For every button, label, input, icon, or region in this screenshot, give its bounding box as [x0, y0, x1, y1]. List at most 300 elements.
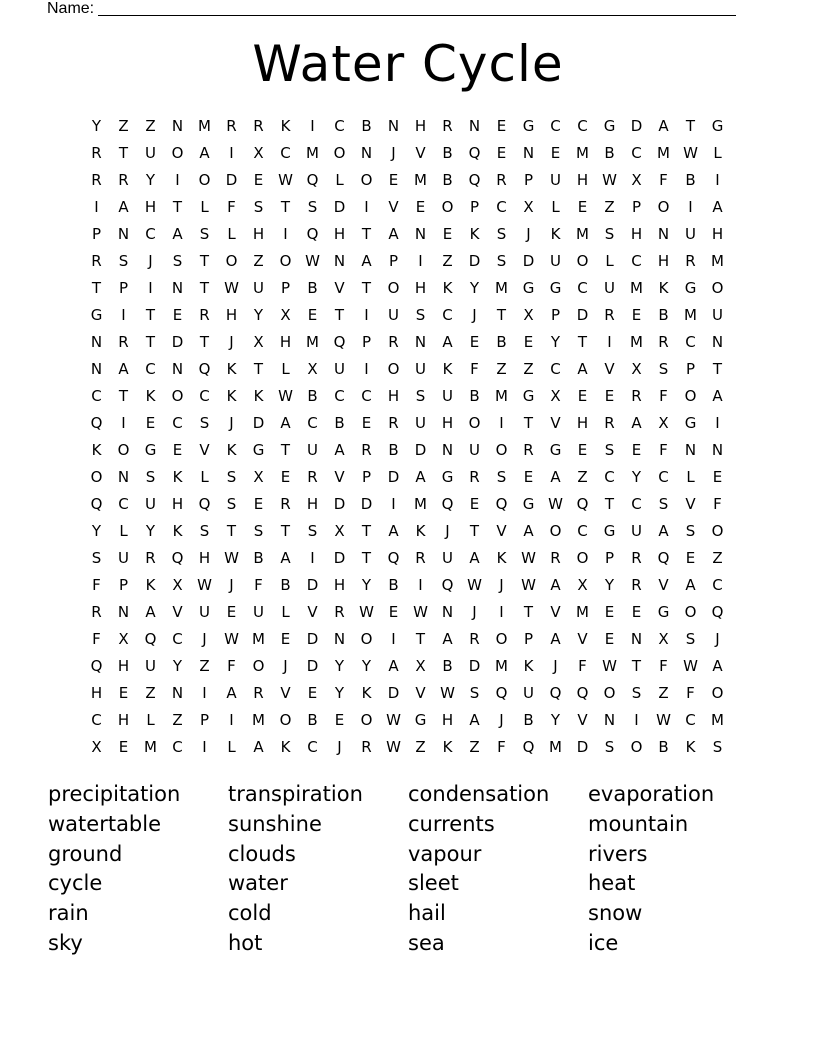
grid-letter[interactable]: F	[713, 495, 722, 513]
grid-letter[interactable]: J	[202, 630, 207, 648]
grid-letter[interactable]: C	[307, 738, 318, 756]
grid-letter[interactable]: J	[499, 576, 504, 594]
grid-letter[interactable]: H	[306, 495, 319, 513]
grid-letter[interactable]: G	[144, 441, 157, 459]
grid-letter[interactable]: S	[253, 198, 264, 216]
grid-letter[interactable]: P	[469, 198, 480, 216]
grid-letter[interactable]: C	[334, 117, 345, 135]
grid-letter[interactable]: D	[171, 333, 184, 351]
grid-letter[interactable]: C	[172, 414, 183, 432]
grid-letter[interactable]: O	[630, 738, 643, 756]
grid-letter[interactable]: W	[683, 657, 698, 675]
grid-letter[interactable]: O	[576, 549, 589, 567]
grid-letter[interactable]: Q	[441, 576, 454, 594]
grid-letter[interactable]: M	[711, 711, 724, 729]
grid-letter[interactable]: N	[117, 468, 130, 486]
grid-letter[interactable]: O	[360, 630, 373, 648]
grid-letter[interactable]: G	[252, 441, 265, 459]
grid-letter[interactable]: T	[145, 306, 156, 324]
grid-letter[interactable]: G	[711, 117, 724, 135]
grid-letter[interactable]: V	[388, 198, 399, 216]
grid-letter[interactable]: S	[604, 441, 615, 459]
grid-letter[interactable]: A	[550, 468, 561, 486]
grid-letter[interactable]: H	[225, 306, 238, 324]
grid-letter[interactable]: H	[144, 198, 157, 216]
grid-letter[interactable]: W	[278, 171, 293, 189]
grid-letter[interactable]: K	[253, 387, 264, 405]
grid-letter[interactable]: H	[387, 387, 400, 405]
grid-letter[interactable]: G	[441, 468, 454, 486]
grid-letter[interactable]: E	[307, 306, 318, 324]
grid-letter[interactable]: X	[172, 576, 183, 594]
grid-letter[interactable]: D	[306, 630, 319, 648]
grid-letter[interactable]: E	[388, 603, 399, 621]
grid-letter[interactable]: L	[281, 360, 290, 378]
grid-letter[interactable]: C	[685, 333, 696, 351]
grid-letter[interactable]: Y	[145, 522, 156, 540]
grid-letter[interactable]: I	[229, 711, 234, 729]
grid-letter[interactable]: J	[499, 711, 504, 729]
grid-letter[interactable]: H	[333, 576, 346, 594]
grid-letter[interactable]: O	[684, 603, 697, 621]
grid-letter[interactable]: V	[172, 603, 183, 621]
grid-letter[interactable]: G	[522, 387, 535, 405]
grid-letter[interactable]: J	[229, 414, 234, 432]
grid-letter[interactable]: Z	[145, 117, 156, 135]
grid-letter[interactable]: E	[172, 441, 183, 459]
grid-letter[interactable]: Y	[469, 279, 480, 297]
grid-letter[interactable]: X	[658, 630, 669, 648]
grid-letter[interactable]: U	[307, 441, 318, 459]
grid-letter[interactable]: O	[549, 522, 562, 540]
grid-letter[interactable]: O	[117, 441, 130, 459]
grid-letter[interactable]: R	[550, 549, 561, 567]
grid-letter[interactable]: U	[415, 414, 426, 432]
grid-letter[interactable]: S	[712, 738, 723, 756]
grid-letter[interactable]: Q	[333, 333, 346, 351]
grid-letter[interactable]: F	[686, 684, 695, 702]
grid-letter[interactable]: O	[495, 630, 508, 648]
grid-letter[interactable]: G	[90, 306, 103, 324]
grid-letter[interactable]: U	[253, 279, 264, 297]
grid-letter[interactable]: F	[578, 657, 587, 675]
grid-letter[interactable]: C	[334, 387, 345, 405]
grid-letter[interactable]: T	[118, 144, 129, 162]
grid-letter[interactable]: K	[685, 738, 696, 756]
grid-letter[interactable]: I	[364, 198, 369, 216]
grid-letter[interactable]: Z	[604, 198, 615, 216]
grid-letter[interactable]: S	[145, 468, 156, 486]
grid-letter[interactable]: P	[280, 279, 291, 297]
grid-letter[interactable]: E	[361, 414, 372, 432]
grid-letter[interactable]: M	[630, 333, 643, 351]
grid-letter[interactable]: T	[226, 522, 237, 540]
grid-letter[interactable]: N	[333, 252, 346, 270]
grid-letter[interactable]: B	[388, 576, 399, 594]
grid-letter[interactable]: Y	[361, 576, 372, 594]
grid-letter[interactable]: O	[495, 441, 508, 459]
grid-letter[interactable]: O	[225, 252, 238, 270]
grid-letter[interactable]: I	[499, 603, 504, 621]
grid-letter[interactable]: T	[280, 198, 291, 216]
grid-letter[interactable]: Z	[199, 657, 210, 675]
grid-letter[interactable]: F	[659, 387, 668, 405]
grid-letter[interactable]: R	[280, 495, 291, 513]
grid-letter[interactable]: X	[334, 522, 345, 540]
grid-letter[interactable]: I	[202, 684, 207, 702]
grid-letter[interactable]: Q	[468, 171, 481, 189]
grid-letter[interactable]: N	[360, 144, 373, 162]
grid-letter[interactable]: R	[91, 603, 102, 621]
grid-letter[interactable]: Y	[91, 522, 102, 540]
grid-letter[interactable]: R	[415, 549, 426, 567]
grid-letter[interactable]: J	[148, 252, 153, 270]
grid-letter[interactable]: U	[145, 657, 156, 675]
grid-letter[interactable]: H	[252, 225, 265, 243]
grid-letter[interactable]: N	[90, 360, 103, 378]
grid-letter[interactable]: V	[334, 468, 345, 486]
grid-letter[interactable]: S	[118, 252, 129, 270]
grid-letter[interactable]: T	[415, 630, 426, 648]
grid-letter[interactable]: T	[631, 657, 642, 675]
grid-letter[interactable]: S	[307, 198, 318, 216]
grid-letter[interactable]: S	[199, 522, 210, 540]
grid-letter[interactable]: O	[441, 198, 454, 216]
grid-letter[interactable]: K	[415, 522, 426, 540]
grid-letter[interactable]: Z	[523, 360, 534, 378]
grid-letter[interactable]: K	[523, 657, 534, 675]
grid-letter[interactable]: F	[254, 576, 263, 594]
grid-letter[interactable]: F	[227, 198, 236, 216]
grid-letter[interactable]: V	[496, 522, 507, 540]
grid-letter[interactable]: I	[310, 117, 315, 135]
grid-letter[interactable]: R	[469, 630, 480, 648]
grid-letter[interactable]: T	[496, 306, 507, 324]
grid-letter[interactable]: L	[200, 198, 209, 216]
grid-letter[interactable]: R	[604, 414, 615, 432]
grid-letter[interactable]: M	[144, 738, 157, 756]
grid-letter[interactable]: D	[468, 252, 481, 270]
grid-letter[interactable]: B	[361, 117, 372, 135]
grid-letter[interactable]: T	[604, 495, 615, 513]
grid-letter[interactable]: D	[630, 117, 643, 135]
grid-letter[interactable]: E	[577, 387, 588, 405]
grid-letter[interactable]: H	[171, 495, 184, 513]
grid-letter[interactable]: Q	[711, 603, 724, 621]
grid-letter[interactable]: W	[683, 144, 698, 162]
grid-letter[interactable]: U	[199, 603, 210, 621]
grid-letter[interactable]: N	[441, 603, 454, 621]
grid-letter[interactable]: R	[442, 117, 453, 135]
grid-letter[interactable]: N	[468, 117, 481, 135]
grid-letter[interactable]: I	[607, 333, 612, 351]
grid-letter[interactable]: V	[307, 603, 318, 621]
grid-letter[interactable]: N	[711, 441, 724, 459]
grid-letter[interactable]: H	[333, 225, 346, 243]
grid-letter[interactable]: Q	[90, 495, 103, 513]
grid-letter[interactable]: N	[684, 441, 697, 459]
grid-letter[interactable]: X	[253, 468, 264, 486]
grid-letter[interactable]: O	[711, 279, 724, 297]
grid-letter[interactable]: V	[415, 684, 426, 702]
grid-letter[interactable]: T	[685, 117, 696, 135]
grid-letter[interactable]: M	[414, 495, 427, 513]
grid-letter[interactable]: R	[361, 441, 372, 459]
grid-letter[interactable]: E	[577, 441, 588, 459]
grid-letter[interactable]: I	[418, 576, 423, 594]
grid-letter[interactable]: X	[550, 387, 561, 405]
grid-letter[interactable]: I	[175, 171, 180, 189]
grid-letter[interactable]: F	[92, 576, 101, 594]
grid-letter[interactable]: A	[199, 144, 210, 162]
grid-letter[interactable]: X	[631, 171, 642, 189]
grid-letter[interactable]: I	[202, 738, 207, 756]
grid-letter[interactable]: J	[472, 603, 477, 621]
grid-letter[interactable]: V	[685, 495, 696, 513]
grid-letter[interactable]: J	[229, 576, 234, 594]
grid-letter[interactable]: C	[631, 495, 642, 513]
grid-letter[interactable]: Q	[171, 549, 184, 567]
grid-letter[interactable]: M	[576, 603, 589, 621]
grid-letter[interactable]: P	[631, 198, 642, 216]
grid-letter[interactable]: O	[333, 144, 346, 162]
grid-letter[interactable]: E	[631, 603, 642, 621]
grid-letter[interactable]: O	[171, 387, 184, 405]
grid-letter[interactable]: U	[469, 441, 480, 459]
grid-letter[interactable]: X	[118, 630, 129, 648]
grid-letter[interactable]: U	[145, 495, 156, 513]
grid-letter[interactable]: O	[576, 252, 589, 270]
grid-letter[interactable]: A	[658, 117, 669, 135]
grid-letter[interactable]: P	[388, 252, 399, 270]
grid-letter[interactable]: C	[145, 225, 156, 243]
grid-letter[interactable]: C	[496, 198, 507, 216]
grid-letter[interactable]: D	[252, 414, 265, 432]
grid-letter[interactable]: M	[252, 711, 265, 729]
grid-letter[interactable]: T	[469, 522, 480, 540]
grid-letter[interactable]: B	[496, 333, 507, 351]
grid-letter[interactable]: H	[198, 549, 211, 567]
grid-letter[interactable]: E	[523, 468, 534, 486]
grid-letter[interactable]: R	[226, 117, 237, 135]
grid-letter[interactable]: P	[550, 306, 561, 324]
grid-letter[interactable]: B	[307, 279, 318, 297]
grid-letter[interactable]: Q	[90, 414, 103, 432]
grid-letter[interactable]: N	[90, 333, 103, 351]
grid-letter[interactable]: C	[361, 387, 372, 405]
grid-letter[interactable]: U	[685, 225, 696, 243]
grid-letter[interactable]: G	[549, 279, 562, 297]
name-field[interactable]	[47, 0, 747, 20]
grid-letter[interactable]: A	[523, 522, 534, 540]
grid-letter[interactable]: Z	[658, 684, 669, 702]
grid-letter[interactable]: E	[496, 117, 507, 135]
grid-letter[interactable]: O	[279, 252, 292, 270]
grid-letter[interactable]: T	[199, 333, 210, 351]
grid-letter[interactable]: M	[711, 252, 724, 270]
grid-letter[interactable]: N	[441, 441, 454, 459]
grid-letter[interactable]: R	[307, 468, 318, 486]
grid-letter[interactable]: X	[253, 333, 264, 351]
grid-letter[interactable]: O	[90, 468, 103, 486]
grid-letter[interactable]: C	[172, 630, 183, 648]
grid-letter[interactable]: V	[577, 711, 588, 729]
grid-letter[interactable]: E	[118, 738, 129, 756]
grid-letter[interactable]: S	[226, 495, 237, 513]
grid-letter[interactable]: A	[145, 603, 156, 621]
grid-letter[interactable]: F	[659, 171, 668, 189]
grid-letter[interactable]: J	[391, 144, 396, 162]
grid-letter[interactable]: E	[604, 603, 615, 621]
grid-letter[interactable]: D	[576, 306, 589, 324]
grid-letter[interactable]: C	[91, 711, 102, 729]
grid-letter[interactable]: C	[280, 144, 291, 162]
grid-letter[interactable]: H	[711, 225, 724, 243]
grid-letter[interactable]: W	[224, 279, 239, 297]
grid-letter[interactable]: R	[253, 684, 264, 702]
grid-letter[interactable]: I	[148, 279, 153, 297]
grid-letter[interactable]: K	[550, 225, 561, 243]
grid-letter[interactable]: D	[333, 495, 346, 513]
grid-letter[interactable]: C	[631, 252, 642, 270]
grid-letter[interactable]: L	[551, 198, 560, 216]
grid-letter[interactable]: B	[442, 657, 453, 675]
grid-letter[interactable]: K	[361, 684, 372, 702]
grid-letter[interactable]: T	[280, 522, 291, 540]
grid-letter[interactable]: R	[631, 549, 642, 567]
grid-letter[interactable]: W	[359, 603, 374, 621]
grid-letter[interactable]: R	[469, 468, 480, 486]
grid-letter[interactable]: T	[172, 198, 183, 216]
grid-letter[interactable]: M	[576, 225, 589, 243]
grid-letter[interactable]: C	[199, 387, 210, 405]
grid-letter[interactable]: T	[523, 603, 534, 621]
grid-letter[interactable]: I	[418, 252, 423, 270]
grid-letter[interactable]: Z	[118, 117, 129, 135]
grid-letter[interactable]: C	[118, 495, 129, 513]
grid-letter[interactable]: T	[361, 225, 372, 243]
grid-letter[interactable]: S	[604, 225, 615, 243]
grid-letter[interactable]: N	[171, 360, 184, 378]
grid-letter[interactable]: O	[711, 684, 724, 702]
grid-letter[interactable]: T	[199, 252, 210, 270]
grid-letter[interactable]: W	[386, 738, 401, 756]
grid-letter[interactable]: P	[118, 576, 129, 594]
grid-letter[interactable]: L	[281, 603, 290, 621]
grid-letter[interactable]: P	[523, 171, 534, 189]
grid-letter[interactable]: C	[577, 117, 588, 135]
grid-letter[interactable]: V	[604, 360, 615, 378]
grid-letter[interactable]: V	[415, 144, 426, 162]
grid-letter[interactable]: G	[549, 441, 562, 459]
grid-letter[interactable]: Q	[576, 684, 589, 702]
grid-letter[interactable]: Z	[496, 360, 507, 378]
grid-letter[interactable]: Z	[145, 684, 156, 702]
grid-letter[interactable]: S	[307, 522, 318, 540]
grid-letter[interactable]: J	[472, 306, 477, 324]
grid-letter[interactable]: G	[603, 117, 616, 135]
grid-letter[interactable]: E	[118, 684, 129, 702]
grid-letter[interactable]: W	[440, 684, 455, 702]
grid-letter[interactable]: Q	[387, 549, 400, 567]
grid-letter[interactable]: C	[442, 306, 453, 324]
grid-letter[interactable]: Q	[198, 360, 211, 378]
grid-letter[interactable]: H	[279, 333, 292, 351]
grid-letter[interactable]: O	[360, 171, 373, 189]
grid-letter[interactable]: H	[414, 117, 427, 135]
grid-letter[interactable]: H	[117, 657, 130, 675]
grid-letter[interactable]: W	[602, 171, 617, 189]
grid-letter[interactable]: A	[550, 576, 561, 594]
grid-letter[interactable]: N	[387, 117, 400, 135]
grid-letter[interactable]: Y	[631, 468, 642, 486]
grid-letter[interactable]: W	[278, 387, 293, 405]
grid-letter[interactable]: Q	[657, 549, 670, 567]
grid-letter[interactable]: D	[333, 549, 346, 567]
grid-letter[interactable]: R	[631, 387, 642, 405]
grid-letter[interactable]: F	[659, 657, 668, 675]
grid-letter[interactable]: B	[253, 549, 264, 567]
grid-letter[interactable]: X	[253, 144, 264, 162]
grid-letter[interactable]: R	[253, 117, 264, 135]
grid-letter[interactable]: T	[118, 387, 129, 405]
grid-letter[interactable]: E	[415, 198, 426, 216]
grid-letter[interactable]: H	[441, 414, 454, 432]
grid-letter[interactable]: B	[307, 387, 318, 405]
grid-letter[interactable]: I	[121, 414, 126, 432]
grid-letter[interactable]: I	[499, 414, 504, 432]
grid-letter[interactable]: K	[172, 522, 183, 540]
grid-letter[interactable]: S	[91, 549, 102, 567]
grid-letter[interactable]: I	[121, 306, 126, 324]
grid-letter[interactable]: J	[553, 657, 558, 675]
grid-letter[interactable]: T	[361, 279, 372, 297]
grid-letter[interactable]: Y	[550, 711, 561, 729]
grid-letter[interactable]: H	[414, 279, 427, 297]
grid-letter[interactable]: E	[577, 198, 588, 216]
grid-letter[interactable]: M	[630, 279, 643, 297]
grid-letter[interactable]: E	[253, 495, 264, 513]
grid-letter[interactable]: F	[92, 630, 101, 648]
grid-letter[interactable]: P	[361, 468, 372, 486]
grid-letter[interactable]: E	[172, 306, 183, 324]
grid-letter[interactable]: N	[117, 225, 130, 243]
grid-letter[interactable]: O	[252, 657, 265, 675]
grid-letter[interactable]: V	[577, 630, 588, 648]
grid-letter[interactable]: W	[224, 630, 239, 648]
grid-letter[interactable]: E	[307, 684, 318, 702]
grid-letter[interactable]: T	[361, 549, 372, 567]
grid-letter[interactable]: K	[226, 387, 237, 405]
grid-letter[interactable]: L	[335, 171, 344, 189]
grid-letter[interactable]: O	[387, 360, 400, 378]
grid-letter[interactable]: O	[171, 144, 184, 162]
grid-letter[interactable]: D	[387, 684, 400, 702]
grid-letter[interactable]: Q	[441, 495, 454, 513]
grid-letter[interactable]: Q	[90, 657, 103, 675]
grid-letter[interactable]: E	[685, 549, 696, 567]
grid-letter[interactable]: A	[388, 657, 399, 675]
grid-letter[interactable]: U	[118, 549, 129, 567]
grid-letter[interactable]: Q	[522, 738, 535, 756]
grid-letter[interactable]: S	[415, 306, 426, 324]
grid-letter[interactable]: H	[576, 171, 589, 189]
grid-letter[interactable]: B	[469, 387, 480, 405]
grid-letter[interactable]: Q	[549, 684, 562, 702]
grid-letter[interactable]: K	[280, 738, 291, 756]
grid-letter[interactable]: Y	[145, 171, 156, 189]
grid-letter[interactable]: P	[199, 711, 210, 729]
